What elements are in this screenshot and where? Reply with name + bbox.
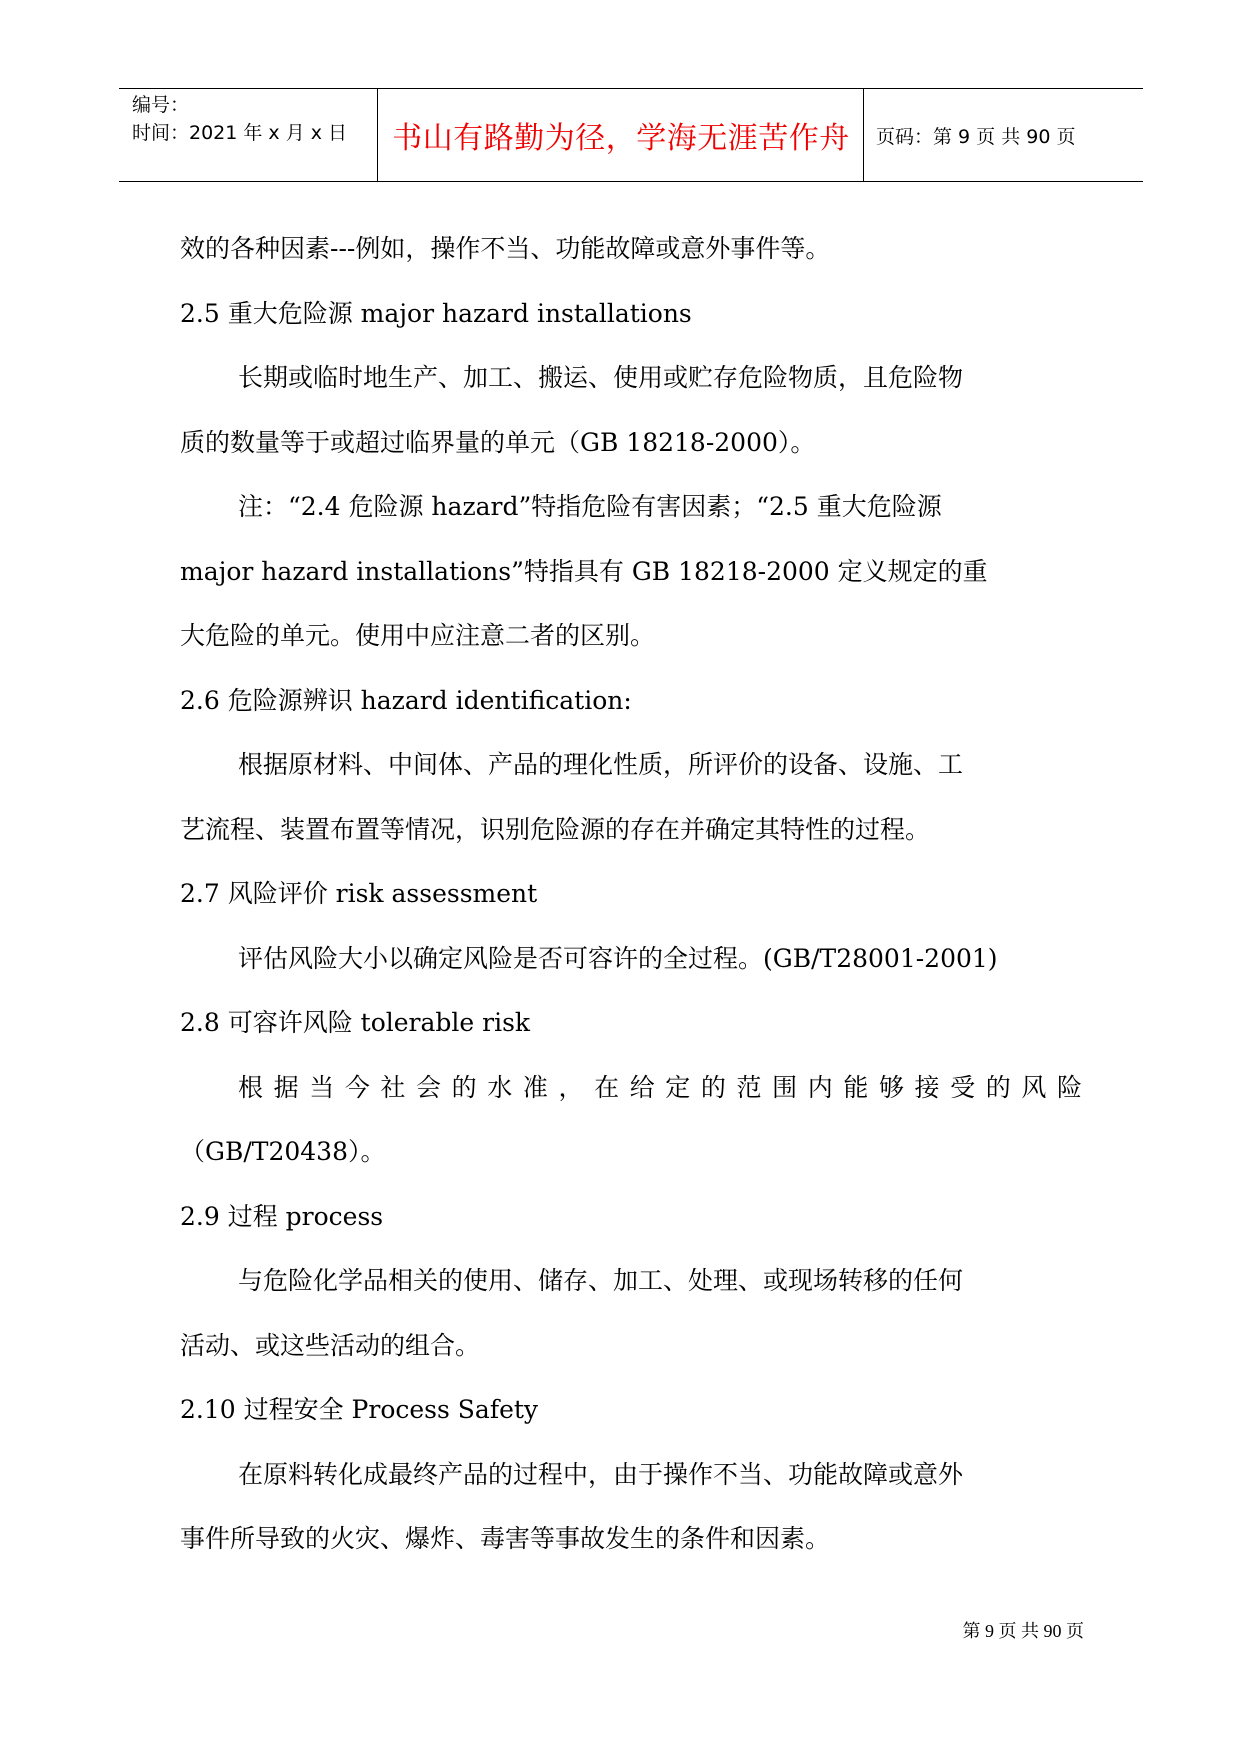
body-line: 评估风险大小以确定风险是否可容许的全过程。(GB/T28001-2001) — [238, 943, 998, 973]
section-heading-2-8: 2.8 可容许风险 tolerable risk — [180, 1008, 531, 1037]
body-line: 艺流程、装置布置等情况，识别危险源的存在并确定其特性的过程。 — [180, 814, 931, 844]
body-line: （GB/T20438）。 — [180, 1137, 386, 1166]
note-line: 大危险的单元。使用中应注意二者的区别。 — [180, 621, 656, 650]
header-divider — [377, 89, 378, 181]
body-line: 效的各种因素---例如，操作不当、功能故障或意外事件等。 — [180, 234, 831, 263]
footer-page-number: 第 9 页 共 90 页 — [962, 1621, 1084, 1641]
section-heading-2-6: 2.6 危险源辨识 hazard identification: — [180, 685, 632, 715]
document-body — [180, 217, 1082, 1572]
body-line: 长期或临时地生产、加工、搬运、使用或贮存危险物质，且危险物 — [238, 363, 964, 392]
section-heading-2-5: 2.5 重大危险源 major hazard installations — [180, 298, 692, 328]
header-divider — [863, 89, 864, 181]
body-line: 与危险化学品相关的使用、储存、加工、处理、或现场转移的任何 — [238, 1266, 964, 1295]
body-line: 质的数量等于或超过临界量的单元（GB 18218-2000）。 — [180, 427, 816, 457]
section-heading-2-10: 2.10 过程安全 Process Safety — [180, 1395, 539, 1424]
note-line: major hazard installations”特指具有 GB 18218-2000 定义规定的重 — [180, 556, 988, 586]
body-line: 根据原材料、中间体、产品的理化性质，所评价的设备、设施、工 — [238, 750, 964, 779]
header-page-number: 页码：第 9 页 共 90 页 — [876, 125, 1076, 148]
body-line: 根据当今社会的水准，在给定的范围内能够接受的风险 — [238, 1072, 1082, 1102]
section-heading-2-7: 2.7 风险评价 risk assessment — [180, 879, 538, 908]
document-time-label: 时间：2021 年 x 月 x 日 — [132, 122, 348, 144]
section-heading-2-9: 2.9 过程 process — [180, 1201, 384, 1231]
header-motto: 书山有路勤为径，学海无涯苦作舟 — [392, 121, 850, 156]
header-meta — [132, 91, 377, 147]
body-line: 活动、或这些活动的组合。 — [180, 1330, 481, 1360]
document-header — [119, 88, 1143, 182]
body-line: 在原料转化成最终产品的过程中，由于操作不当、功能故障或意外 — [238, 1459, 964, 1489]
document-number-label: 编号： — [132, 94, 190, 116]
note-line: 注：“2.4 危险源 hazard”特指危险有害因素；“2.5 重大危险源 — [238, 492, 942, 521]
body-line: 事件所导致的火灾、爆炸、毒害等事故发生的条件和因素。 — [180, 1524, 831, 1553]
